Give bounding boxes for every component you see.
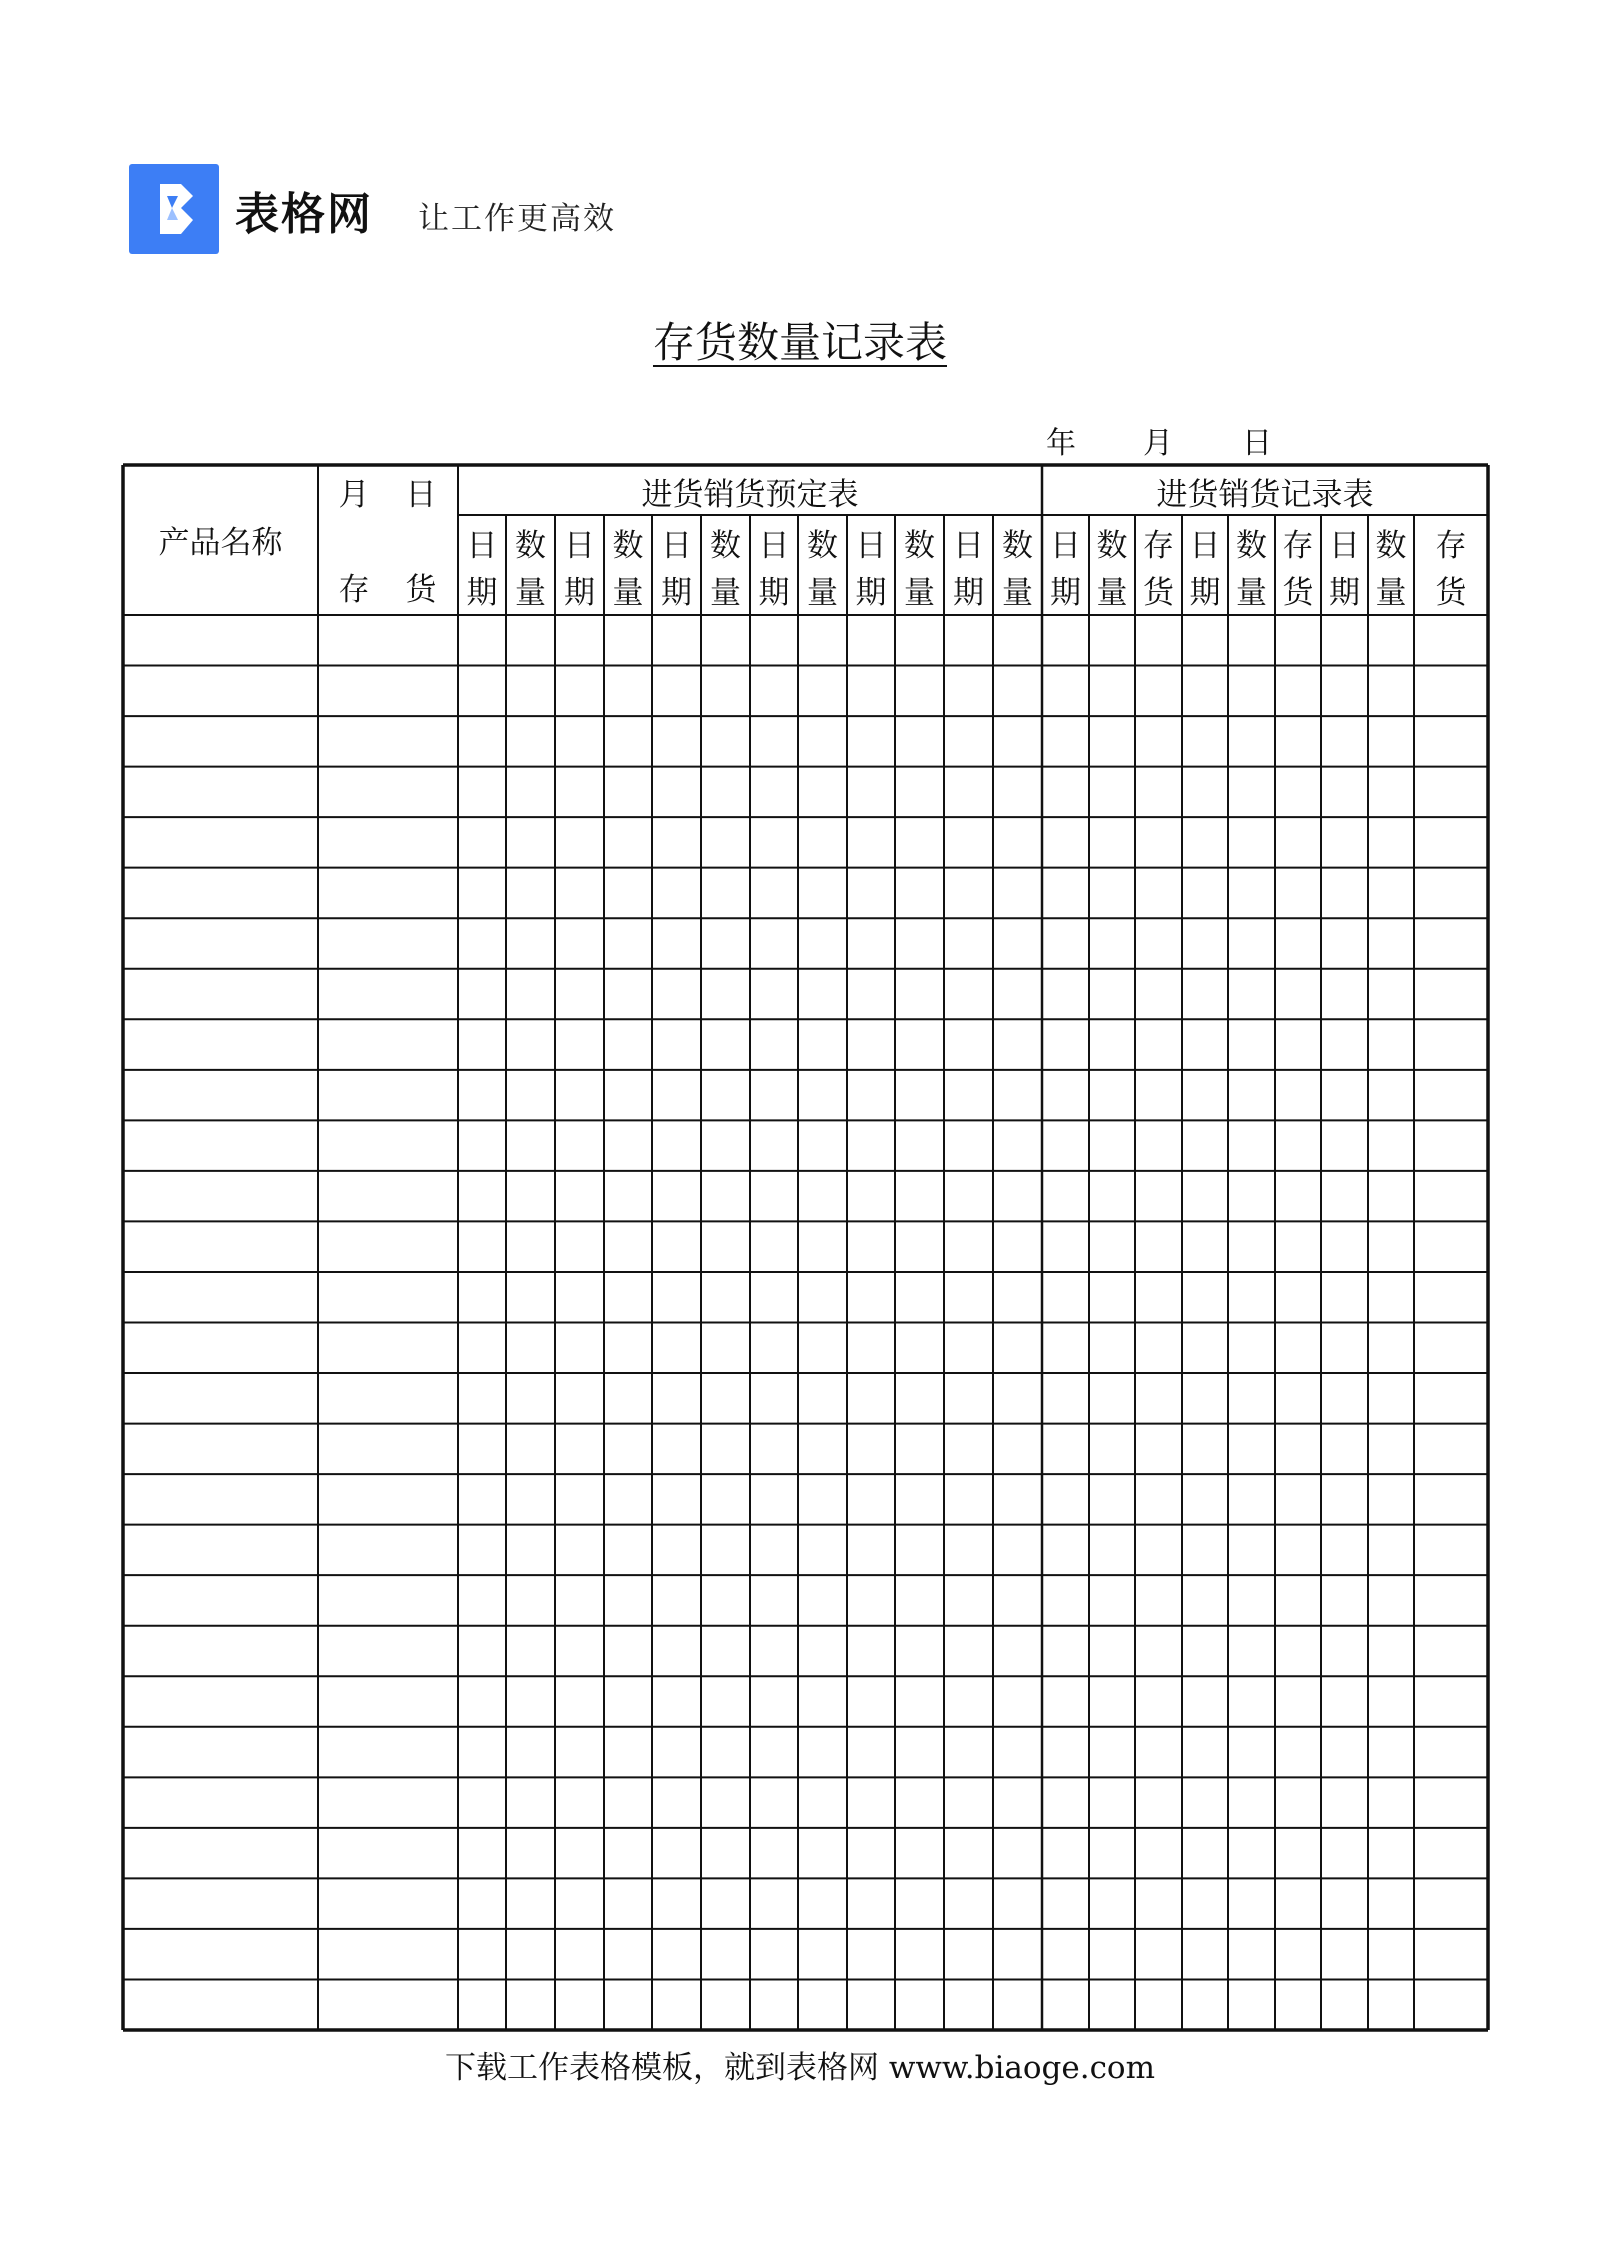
plan-subheader-top: 日 bbox=[758, 528, 790, 564]
plan-subheader-bottom: 量 bbox=[1002, 575, 1033, 611]
plan-subheader-bottom: 期 bbox=[564, 575, 595, 611]
plan-subheader-bottom: 期 bbox=[466, 575, 498, 611]
date-year-label: 年 bbox=[1046, 426, 1076, 461]
plan-subheader-top: 日 bbox=[855, 528, 887, 564]
date-header-month: 月 bbox=[338, 477, 370, 513]
plan-subheader-top: 日 bbox=[953, 528, 984, 564]
brand-slogan: 让工作更高效 bbox=[418, 201, 616, 237]
record-subheader-top: 日 bbox=[1189, 528, 1221, 564]
record-subheader-bottom: 货 bbox=[1435, 575, 1467, 611]
plan-subheader-bottom: 量 bbox=[904, 575, 935, 611]
record-subheader-top: 存 bbox=[1282, 528, 1314, 564]
brand-name: 表格网 bbox=[235, 189, 373, 240]
plan-subheader-bottom: 量 bbox=[807, 575, 838, 611]
record-subheader-top: 存 bbox=[1435, 528, 1467, 564]
date-header-day: 日 bbox=[405, 477, 437, 513]
record-group-header: 进货销货记录表 bbox=[1156, 477, 1374, 513]
record-subheader-bottom: 量 bbox=[1236, 575, 1267, 611]
plan-subheader-bottom: 量 bbox=[710, 575, 741, 611]
inventory-header-2: 货 bbox=[405, 572, 437, 608]
record-subheader-top: 数 bbox=[1375, 528, 1407, 564]
record-subheader-bottom: 量 bbox=[1375, 575, 1407, 611]
plan-subheader-top: 日 bbox=[661, 528, 692, 564]
plan-subheader-top: 数 bbox=[612, 528, 644, 564]
plan-subheader-bottom: 期 bbox=[758, 575, 790, 611]
record-subheader-bottom: 量 bbox=[1096, 575, 1128, 611]
record-subheader-bottom: 期 bbox=[1329, 575, 1360, 611]
record-subheader-top: 数 bbox=[1236, 528, 1267, 564]
date-month-label: 月 bbox=[1143, 426, 1173, 461]
plan-subheader-bottom: 量 bbox=[515, 575, 546, 611]
plan-group-header: 进货销货预定表 bbox=[641, 477, 859, 513]
record-subheader-bottom: 货 bbox=[1282, 575, 1314, 611]
plan-subheader-bottom: 期 bbox=[953, 575, 984, 611]
plan-subheader-top: 数 bbox=[710, 528, 741, 564]
plan-subheader-top: 日 bbox=[564, 528, 595, 564]
date-day-label: 日 bbox=[1242, 426, 1272, 461]
plan-subheader-top: 数 bbox=[904, 528, 935, 564]
record-subheader-top: 日 bbox=[1329, 528, 1360, 564]
record-subheader-bottom: 货 bbox=[1143, 575, 1174, 611]
plan-subheader-top: 日 bbox=[466, 528, 498, 564]
document-title: 存货数量记录表 bbox=[652, 318, 947, 367]
record-subheader-top: 数 bbox=[1096, 528, 1128, 564]
plan-subheader-top: 数 bbox=[1002, 528, 1033, 564]
record-subheader-bottom: 期 bbox=[1189, 575, 1221, 611]
inventory-header-1: 存 bbox=[338, 572, 370, 608]
product-name-header: 产品名称 bbox=[158, 525, 283, 561]
plan-subheader-bottom: 量 bbox=[612, 575, 644, 611]
plan-subheader-top: 数 bbox=[807, 528, 838, 564]
plan-subheader-bottom: 期 bbox=[855, 575, 887, 611]
record-subheader-bottom: 期 bbox=[1050, 575, 1081, 611]
plan-subheader-top: 数 bbox=[515, 528, 546, 564]
plan-subheader-bottom: 期 bbox=[661, 575, 692, 611]
record-subheader-top: 存 bbox=[1143, 528, 1174, 564]
record-subheader-top: 日 bbox=[1050, 528, 1081, 564]
footer-text: 下载工作表格模板，就到表格网 www.biaoge.com bbox=[444, 2050, 1155, 2086]
